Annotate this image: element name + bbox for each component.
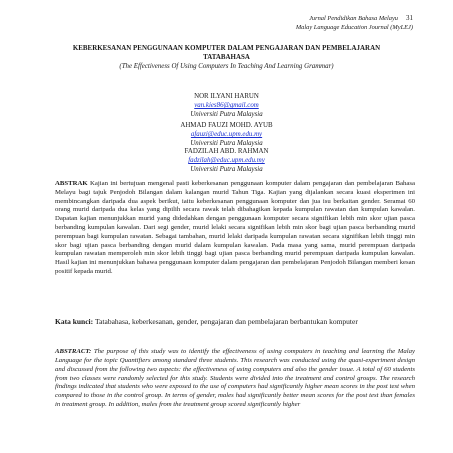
abstract-text: The purpose of this study was to identify the effectiveness of using computers in teaching and learning the Malay Language for the topic Quantifiers among standard three students. This research was conducted using the quasi-experiment design and discussed from the following two aspects: the effectiveness of using computers and also the gender issue. A total of 60 students from two classes were randomly selected for this study. Students were divided into the treatment and control groups. The research findings indicated that students who were exposed to the use of computers had significantly higher mean scores in the post test when compared to those in the control group. In terms of gender, males had significantly better mean scores for the post test than females in treatment group. In addition, males from the treatment group scored significantly higher bbox=[55, 348, 415, 409]
author-name: AHMAD FAUZI MOHD. AYUB bbox=[180, 122, 273, 129]
author-affiliation: Universiti Putra Malaysia bbox=[190, 111, 263, 118]
paper-subtitle: (The Effectiveness Of Using Computers In Teaching And Learning Grammar) bbox=[119, 63, 334, 70]
abstrak-label: ABSTRAK bbox=[55, 180, 91, 187]
author-email-link[interactable]: fadzilah@educ.upm.edu.my bbox=[188, 157, 265, 164]
abstrak-text: Kajian ini bertujuan mengenal pasti keberkesanan penggunaan komputer dalam pengajaran dan pembelajaran Bahasa Melayu bagi tajuk Penjodoh Bilangan dalam kalangan murid Tahun Tiga. Kajian yang dijalankan secara kuasi eksperimen ini membincangkan daripada dua aspek berikut, iaitu keberkesanan penggunaan komputer dan jua isu berkaitan gender. Seramai 60 orang murid daripada dua kelas yang dipilih secara rawak telah dibahagikan kepada kumpulan rawatan dan kumpulan kawalan. Dapatan kajian menunjukkan murid yang didedahkan dengan penggunaan komputer secara signifikan lebih min skor ujian pasca berbanding kumpulan kawalan. Dari segi gender, murid lelaki secara signifikan lebih min skor bagi ujian pasca berbanding murid perempuan bagi kumpulan rawatan. Sebagai tambahan, murid lelaki daripada kumpulan rawatan secara signifikan lebih tinggi min skor bagi ujian pasca berbanding dengan murid dalam kumpulan kawalan. Pada masa yang sama, murid perempuan daripada kumpulan rawatan memperoleh min skor lebih tinggi bagi ujian pasca berbanding murid perempuan daripada kumpulan kawalan. Hasil kajian ini menunjukkan bahawa penggunaan komputer dalam pengajaran dan pembelajaran Penjodoh Bilangan memberi kesan positif kepada murid. bbox=[55, 180, 416, 275]
abstract-label: ABSTRACT: bbox=[55, 348, 94, 355]
author-affiliation: Universiti Putra Malaysia bbox=[190, 140, 263, 147]
author-name: FADZILAH ABD. RAHMAN bbox=[184, 148, 269, 155]
author-email-link[interactable]: afauzi@educ.upm.edu.my bbox=[190, 131, 263, 138]
author-email-link[interactable]: van.kies86@gmail.com bbox=[194, 102, 259, 109]
page-number: 31 bbox=[406, 14, 413, 22]
journal-header bbox=[193, 14, 413, 32]
journal-name-en: Malay Language Education Journal (MyLEJ) bbox=[295, 24, 413, 31]
paper-title: KEBERKESANAN PENGGUNAAN KOMPUTER DALAM PENGAJARAN DAN PEMBELAJARAN TATABAHASA bbox=[72, 45, 381, 61]
author-name: NOR ILYANI HARUN bbox=[194, 93, 259, 100]
author-block bbox=[90, 121, 363, 148]
keywords-label: Kata kunci: bbox=[55, 317, 96, 326]
author-block bbox=[90, 92, 363, 119]
keywords-section bbox=[55, 317, 415, 327]
abstract-section bbox=[55, 348, 415, 410]
journal-title-line bbox=[193, 14, 413, 23]
abstrak-section bbox=[55, 180, 415, 277]
author-block bbox=[90, 147, 363, 174]
keywords-text: Tatabahasa, keberkesanan, gender, pengajaran dan pembelajaran berbantukan komputer bbox=[95, 317, 358, 326]
journal-name: Jurnal Pendidikan Bahasa Melayu bbox=[309, 15, 398, 22]
author-affiliation: Universiti Putra Malaysia bbox=[190, 166, 263, 173]
